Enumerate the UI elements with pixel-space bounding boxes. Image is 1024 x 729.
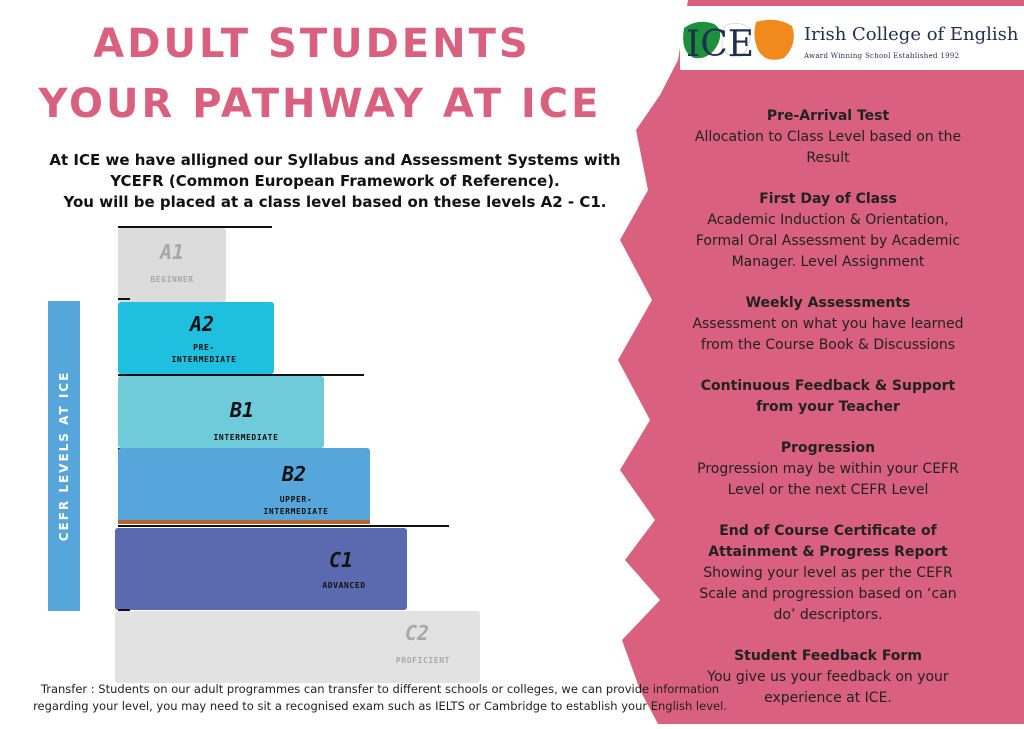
- logo-tagline: Award Winning School Established 1992: [804, 52, 960, 60]
- step-heading: Progression: [780, 440, 876, 456]
- level-code: A2: [190, 312, 215, 336]
- step-text: Assessment on what you have learned from the Course Book & Discussions: [692, 316, 964, 353]
- level-code: C1: [329, 548, 354, 572]
- intro-line: You will be placed at a class level based on these levels A2 - C1.: [63, 193, 607, 211]
- step-text: Academic Induction & Orientation, Formal Oral Assessment by Academic Manager. Level Assignment: [695, 212, 961, 270]
- b2-base-strip: [118, 520, 370, 524]
- step-end-of-course: [688, 521, 968, 626]
- ice-logo-mark: [680, 16, 800, 66]
- level-c2-block: [115, 611, 480, 683]
- step-text: Allocation to Class Level based on the Result: [694, 129, 962, 166]
- cefr-side-label: CEFR LEVELS AT ICE: [57, 370, 71, 542]
- step-progression: [688, 438, 968, 501]
- step-text: Progression may be within your CEFR Level or the next CEFR Level: [697, 461, 959, 498]
- level-desc: BEGINNER: [150, 275, 194, 284]
- pathway-steps: [688, 106, 968, 729]
- level-desc: ADVANCED: [322, 581, 366, 590]
- page-title-line-1: ADULT STUDENTS: [93, 21, 531, 67]
- transfer-note-line: Transfer : Students on our adult programmes can transfer to different schools or colleges, we can provide information: [40, 682, 720, 696]
- intro-line: At ICE we have alligned our Syllabus and Assessment Systems with: [49, 151, 621, 169]
- step-heading: First Day of Class: [759, 191, 897, 207]
- level-code: B1: [230, 398, 255, 422]
- step-heading: End of Course Certificate of Attainment & Progress Report: [708, 523, 948, 560]
- page-title-line-2: YOUR PATHWAY AT ICE: [38, 81, 602, 127]
- step-pre-arrival-test: [688, 106, 968, 169]
- transfer-note: [0, 681, 760, 715]
- intro-line: YCEFR (Common European Framework of Reference).: [110, 172, 560, 190]
- level-desc: INTERMEDIATE: [213, 433, 279, 442]
- intro-text: [30, 150, 640, 213]
- step-heading: Pre-Arrival Test: [766, 108, 890, 124]
- level-a2-block: [118, 302, 274, 374]
- level-tick: [118, 298, 130, 300]
- step-text: Showing your level as per the CEFR Scale and progression based on ‘can do’ descriptors.: [699, 565, 957, 623]
- level-code: C2: [405, 621, 430, 645]
- level-desc: UPPER- INTERMEDIATE: [263, 495, 329, 516]
- step-heading: Weekly Assessments: [745, 295, 911, 311]
- level-a1-block: [118, 228, 226, 302]
- level-desc: PRE- INTERMEDIATE: [171, 343, 237, 364]
- level-code: A1: [160, 240, 185, 264]
- step-continuous-feedback: [688, 376, 968, 418]
- level-desc: PROFICIENT: [395, 656, 451, 665]
- divider-line: [118, 525, 449, 527]
- step-first-day: [688, 189, 968, 273]
- level-b1-block: [118, 376, 324, 448]
- logo-letters: ICE: [686, 24, 755, 65]
- step-heading: Continuous Feedback & Support from your Teacher: [700, 378, 956, 415]
- step-heading: Student Feedback Form: [734, 648, 922, 664]
- logo-name: Irish College of English: [804, 24, 1019, 45]
- ice-logo: [680, 16, 1019, 72]
- step-text: You give us your feedback on your experience at ICE.: [707, 669, 949, 706]
- level-code: B2: [282, 462, 307, 486]
- level-b2-block: [118, 448, 370, 524]
- transfer-note-line: regarding your level, you may need to sit a recognised exam such as IELTS or Cambridge to establish your English level.: [33, 699, 727, 713]
- step-weekly-assessments: [688, 293, 968, 356]
- level-c1-block: [115, 528, 407, 610]
